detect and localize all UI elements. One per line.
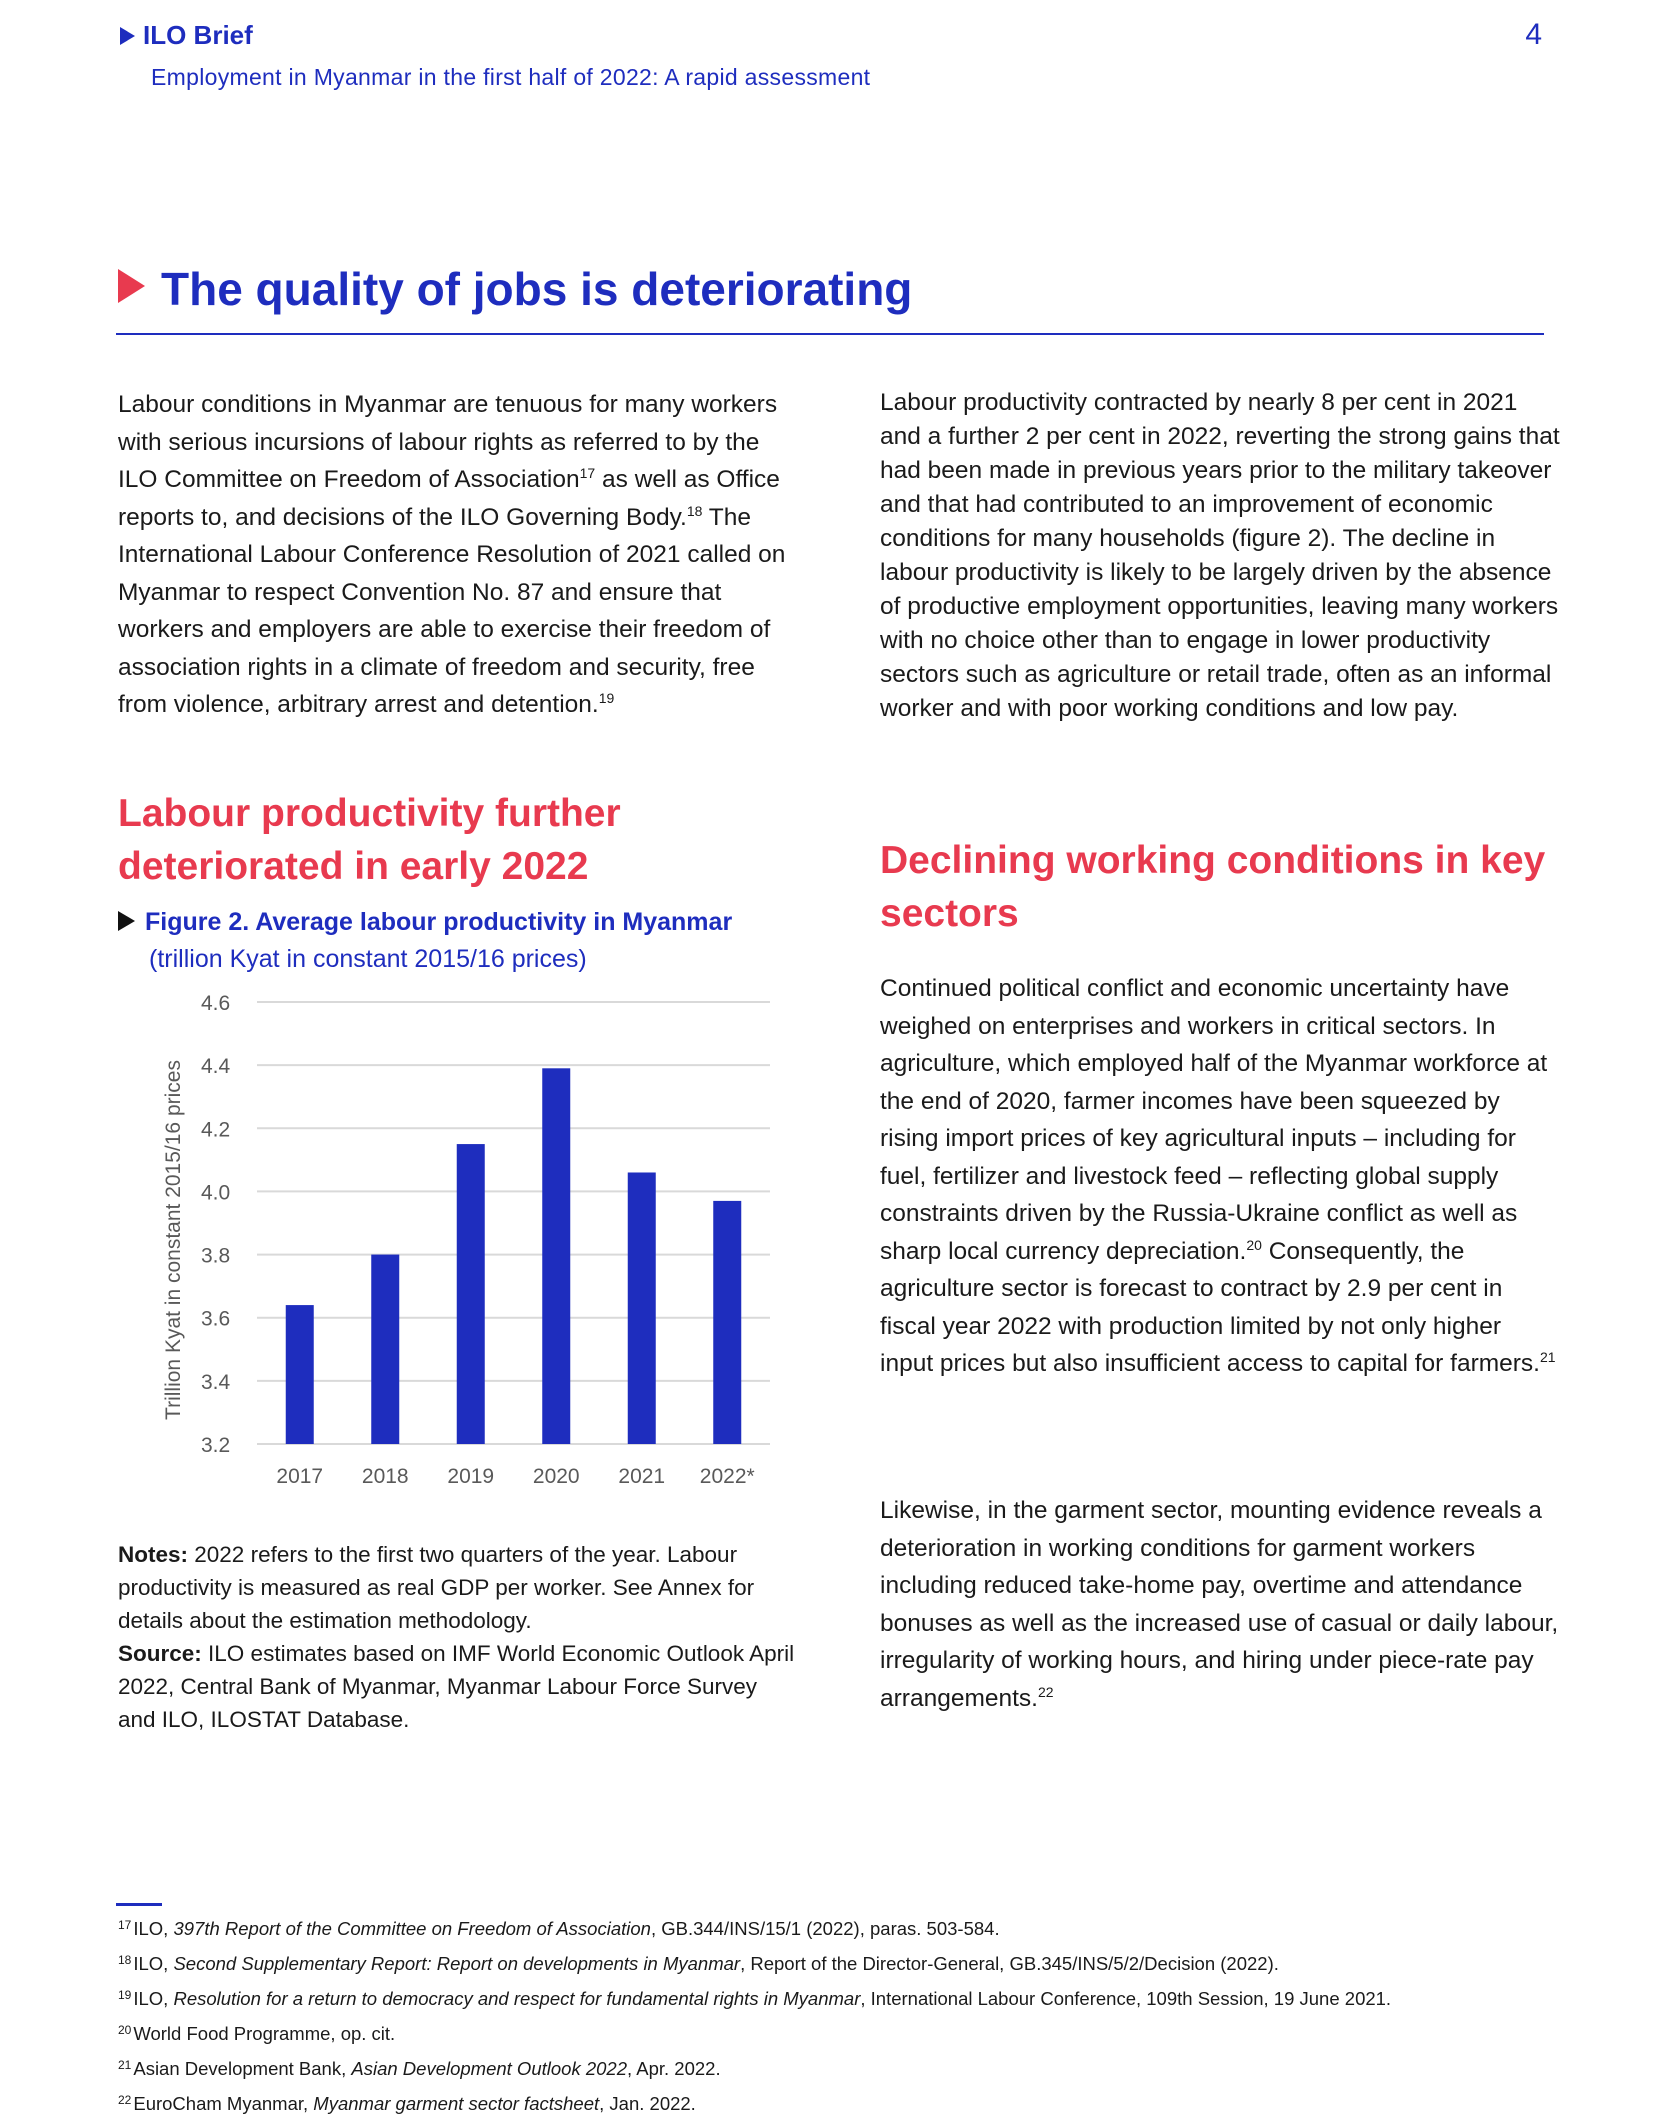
bar-2020	[542, 1068, 570, 1444]
chart-y-ticks	[201, 992, 231, 1457]
header-subtitle: Employment in Myanmar in the first half of 2022: A rapid assessment	[151, 64, 871, 90]
bar-chart	[150, 980, 790, 1510]
figure-notes	[118, 1538, 798, 1736]
left-paragraph	[118, 386, 798, 724]
right-subheading: Declining working conditions in key sectors	[880, 839, 1546, 935]
paragraph-text: Consequently, the agriculture sector is forecast to contract by 2.9 per cent in fiscal year 2022 with production limited by not only higher input prices but also insufficient access to capital for farmers.	[880, 1237, 1540, 1377]
bar-2018	[371, 1255, 399, 1444]
x-tick-label: 2022*	[699, 1465, 755, 1488]
chart-bars	[286, 1068, 742, 1444]
y-tick-label: 3.8	[201, 1244, 231, 1268]
left-subheading: Labour productivity further deteriorated in early 2022	[118, 792, 621, 888]
y-tick-label: 3.6	[201, 1307, 231, 1331]
source-label: Source:	[118, 1641, 202, 1666]
right-paragraph-1: Labour productivity contracted by nearly 8 per cent in 2021 and a further 2 per cent in 2022, reverting the strong gains that had been made in previous years prior to the military takeover and that had contributed to an improvement of economic conditions for many households (figure 2). The decline in labour productivity is likely to be largely driven by the absence of productive employment opportunities, leaving many workers with no choice other than to engage in lower productivity sectors such as agriculture or retail trade, often as an informal worker and with poor working conditions and low pay.	[880, 389, 1560, 722]
page-number: 4	[1525, 18, 1542, 51]
bar-2019	[457, 1144, 485, 1444]
figure-title-text: Figure 2. Average labour productivity in Myanmar	[145, 908, 733, 936]
notes-label: Notes:	[118, 1542, 189, 1567]
paragraph-text: Continued political conflict and economic uncertainty have weighed on enterprises and workers in critical sectors. In agriculture, which employed half of the Myanmar workforce at the end of 2020, farmer incomes have been squeezed by rising import prices of key agricultural inputs – including for fuel, fertilizer and livestock feed – reflecting global supply constraints driven by the Russia-Ukraine conflict as well as sharp local currency depreciation.	[880, 975, 1548, 1265]
y-axis-label: Trillion Kyat in constant 2015/16 prices	[162, 1060, 185, 1420]
y-tick-label: 4.6	[201, 992, 231, 1015]
brief-label-text: ILO Brief	[143, 20, 253, 50]
x-tick-label: 2019	[447, 1465, 495, 1488]
footnote-ref: 18	[686, 502, 703, 519]
brief-label	[120, 20, 253, 51]
footnote-22: $^{22}$ EuroCham Myanmar, Myanmar garment sector factsheet, Jan. 2022.	[118, 2093, 696, 2114]
play-triangle-icon	[118, 269, 145, 303]
notes-text: 2022 refers to the first two quarters of the year. Labour productivity is measured as real GDP per worker. See Annex for details about the estimation methodology.	[118, 1542, 755, 1633]
footnote-ref: 20	[1246, 1236, 1262, 1253]
y-tick-label: 4.2	[201, 1118, 231, 1142]
footnote-21: $^{21}$ Asian Development Bank, Asian Development Outlook 2022, Apr. 2022.	[118, 2058, 721, 2079]
paragraph-text: The International Labour Conference Resolution of 2021 called on Myanmar to respect Convention No. 87 and ensure that workers and employers are able to exercise their freedom of association rights in a climate of freedom and security, free from violence, arbitrary arrest and detention.	[118, 503, 786, 718]
figure-title	[118, 908, 732, 937]
chart-x-ticks	[276, 1465, 754, 1488]
footnote-ref: 19	[598, 690, 615, 706]
paragraph-text: Labour conditions in Myanmar are tenuous for many workers with serious incursions of labour rights as referred to by the ILO Committee on Freedom of Association	[118, 391, 778, 493]
y-tick-label: 3.2	[201, 1434, 231, 1457]
section-title	[118, 262, 912, 316]
bar-2022	[713, 1201, 741, 1444]
paragraph-text: Likewise, in the garment sector, mounting evidence reveals a deterioration in working conditions for garment workers including reduced take-home pay, overtime and attendance bonuses as well as the increased use of casual or daily labour, irregularity of working hours, and hiring under piece-rate pay arrangements.	[880, 1497, 1559, 1712]
figure-subtitle: (trillion Kyat in constant 2015/16 prices)	[149, 945, 587, 973]
section-title-text: The quality of jobs is deteriorating	[161, 263, 913, 315]
source-text: ILO estimates based on IMF World Economic Outlook April 2022, Central Bank of Myanmar, Myanmar Labour Force Survey and ILO, ILOSTAT Database.	[118, 1641, 795, 1732]
bar-2021	[628, 1172, 656, 1444]
footnote-ref: 17	[579, 465, 596, 481]
y-tick-label: 4.4	[201, 1055, 231, 1079]
section-divider	[116, 333, 1544, 335]
right-paragraph-2	[880, 970, 1560, 1383]
paragraph-text: as well as Office reports to, and decisions of the ILO Governing Body.	[118, 466, 780, 531]
footnote-19: $^{19}$ ILO, Resolution for a return to democracy and respect for fundamental rights in Myanmar, International Labour Conference, 109th Session, 19 June 2021.	[118, 1988, 1392, 2009]
footnote-18: $^{18}$ ILO, Second Supplementary Report: Report on developments in Myanmar, Report of the Director-General, GB.345/INS/5/2/Decision (2022).	[118, 1953, 1279, 1974]
y-tick-label: 3.4	[201, 1370, 231, 1394]
footnote-ref: 21	[1540, 1349, 1556, 1365]
play-triangle-icon	[118, 911, 135, 931]
x-tick-label: 2020	[532, 1465, 580, 1488]
right-paragraph-3	[880, 1492, 1560, 1717]
x-tick-label: 2021	[618, 1465, 666, 1488]
bar-2017	[286, 1305, 314, 1444]
x-tick-label: 2018	[361, 1465, 409, 1488]
footnote-ref: 22	[1037, 1683, 1054, 1700]
chart-gridlines	[257, 1002, 770, 1444]
footnote-divider	[116, 1903, 162, 1906]
footnote-20: $^{20}$ World Food Programme, op. cit.	[118, 2023, 396, 2044]
x-tick-label: 2017	[276, 1465, 324, 1488]
play-triangle-icon	[120, 27, 135, 45]
footnote-17: $^{17}$ ILO, 397th Report of the Committee on Freedom of Association, GB.344/INS/15/1 (2022), paras. 503-584.	[118, 1918, 1000, 1939]
y-tick-label: 4.0	[201, 1181, 231, 1205]
